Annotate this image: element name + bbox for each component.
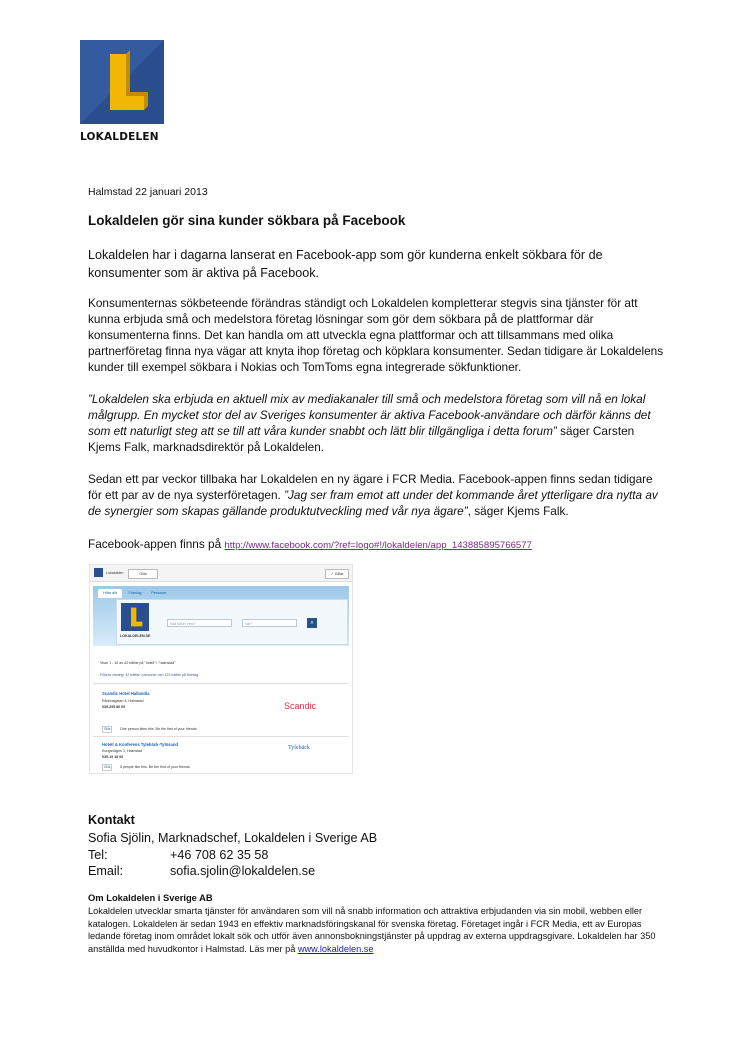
result-like-button[interactable]: Gilla	[104, 765, 111, 769]
contact-name: Sofia Sjölin, Marknadschef, Lokaldelen i Sverige AB	[88, 831, 378, 845]
result-like-button[interactable]: Gilla	[104, 727, 111, 731]
result-likes: One person likes this. Be the first of your friends.	[120, 727, 198, 731]
page-name: Lokaldelen	[106, 571, 124, 575]
facebook-app-screenshot	[89, 564, 353, 774]
p3-text: Sedan ett par veckor tillbaka har Lokaldelen en ny ägare i FCR Media. Facebook-appen finns sedan tidigare för ett par av de nya systerföretagen.	[88, 472, 653, 502]
result-address: Kungsvägen 1, Halmstad	[102, 749, 143, 753]
hits-summary: Visar 1 - 10 av 42 träffar på "hotell" i "halmstad"	[100, 661, 176, 665]
about-text: Lokaldelen utvecklar smarta tjänster för användaren som vill nå snabb information och attraktiva erbjudanden via sin mobil, webben eller katalogen. Lokaldelen är sedan 1943 en effektiv marknadsföringskanal för svenska företag. Företaget ingår i FCR Media, ett av Europas ledande företag inom området lokalt sök och utför även annonsbokningstjänster på uppdrag av externa uppdragsgivare. Lokaldelen har 350 anställda med huvudkontor i Halmstad. Läs mer på	[88, 906, 656, 954]
tel-label: Tel:	[88, 848, 108, 862]
result-brand-logo: Scandic	[284, 701, 317, 711]
about-paragraph	[88, 905, 668, 955]
p3-end: , säger Kjems Falk.	[467, 504, 569, 518]
app-banner	[93, 586, 349, 646]
website-link[interactable]: www.lokaldelen.se	[297, 943, 374, 954]
p3-quote: ”Jag ser fram emot att under det kommande året ytterligare dra nytta av de synergier som skapas gällande produktutveckling med vår nya ägare”	[88, 488, 658, 518]
app-logo-caption: LOKALDELEN.SE	[120, 634, 151, 638]
contact-heading: Kontakt	[88, 813, 135, 827]
result-phone: 035-19 18 00	[102, 755, 124, 759]
result-address: Rådhusgatan 4, Halmstad	[102, 699, 144, 703]
result-name[interactable]: Scandic Hotel Hallandia	[102, 691, 150, 696]
search-panel	[116, 599, 348, 645]
divider	[93, 683, 349, 684]
page-avatar-icon	[94, 568, 103, 577]
company-logo	[80, 40, 164, 146]
divider	[93, 736, 349, 737]
result-brand-logo: Tylebäck	[288, 745, 310, 751]
logo-wordmark: LOKALDELEN	[80, 131, 159, 143]
tab-hitta-allt[interactable]: Hitta allt	[98, 589, 122, 598]
body-paragraph-3	[88, 471, 668, 519]
tel-value: +46 708 62 35 58	[170, 848, 269, 862]
liked-button[interactable]: ✓ Gillar	[325, 569, 349, 579]
about-heading: Om Lokaldelen i Sverige AB	[88, 892, 213, 903]
like-button[interactable]: Gilla	[128, 569, 158, 579]
search-icon[interactable]: ⌕	[307, 618, 317, 628]
body-paragraph-1: Konsumenternas sökbeteende förändras ständigt och Lokaldelen kompletterar stegvis sina tjänster för att kunna erbjuda små och medelstora företag lösningar som gör dem sökbara på de plattformar där konsumenterna finns. Det kan handla om att utveckla egna plattformar och att tillsammans med olika partnerföretag finna nya vägar att knyta ihop företag och köpklara konsumenter. Sedan tidigare är Lokaldelens kunder till exempel sökbara i Nokias och TomToms egna integrerade sökfunktioner.	[88, 296, 664, 374]
dateline: Halmstad 22 januari 2013	[88, 186, 208, 198]
result-name[interactable]: Hotell & Konferens Tylebäck-Tylösand	[102, 742, 178, 747]
quote-attribution: säger Carsten Kjems Falk, marknadsdirektör på Lokaldelen.	[88, 424, 635, 454]
quote-text: ”Lokaldelen ska erbjuda en aktuell mix av mediakanaler till små och medelstora företag som vill nå en lokal målgrupp. En mycket stor del av Sveriges konsumenter är aktiva Facebook-användare och därför känns det som ett naturligt steg att se till att våra kunder snabbt och lätt blir tillgängliga i detta forum”	[88, 392, 651, 438]
lead-paragraph: Lokaldelen har i dagarna lanserat en Facebook-app som gör kunderna enkelt sökbara för de konsumenter som är aktiva på Facebook.	[88, 248, 603, 280]
lokaldelen-logo-icon	[121, 603, 149, 631]
facebook-label: Facebook-appen finns på	[88, 537, 225, 551]
page-title: Lokaldelen gör sina kunder sökbara på Facebook	[88, 213, 406, 228]
lokaldelen-logo-icon	[80, 40, 164, 124]
email-label: Email:	[88, 864, 123, 878]
facebook-app-link[interactable]: http://www.facebook.com/?ref=logo#!/lokaldelen/app_143885895766577	[224, 540, 532, 551]
result-phone: 035-295 86 00	[102, 705, 126, 709]
what-search-input[interactable]: Vad söker vem?	[167, 619, 232, 627]
tab-foretag[interactable]: Företag	[128, 591, 142, 595]
screenshot-topbar	[90, 565, 352, 582]
email-value[interactable]: sofia.sjolin@lokaldelen.se	[170, 864, 316, 878]
facebook-app-line	[88, 536, 668, 554]
where-search-input[interactable]: Var?	[242, 619, 297, 627]
filter-line: Filtrera visning: 42 träffar i personer och 123 träffar på företag	[100, 673, 198, 677]
result-likes: 5 people like this. Be the first of your friends.	[120, 765, 191, 769]
tab-personer[interactable]: Personer	[151, 591, 167, 595]
quote-paragraph	[88, 391, 668, 455]
